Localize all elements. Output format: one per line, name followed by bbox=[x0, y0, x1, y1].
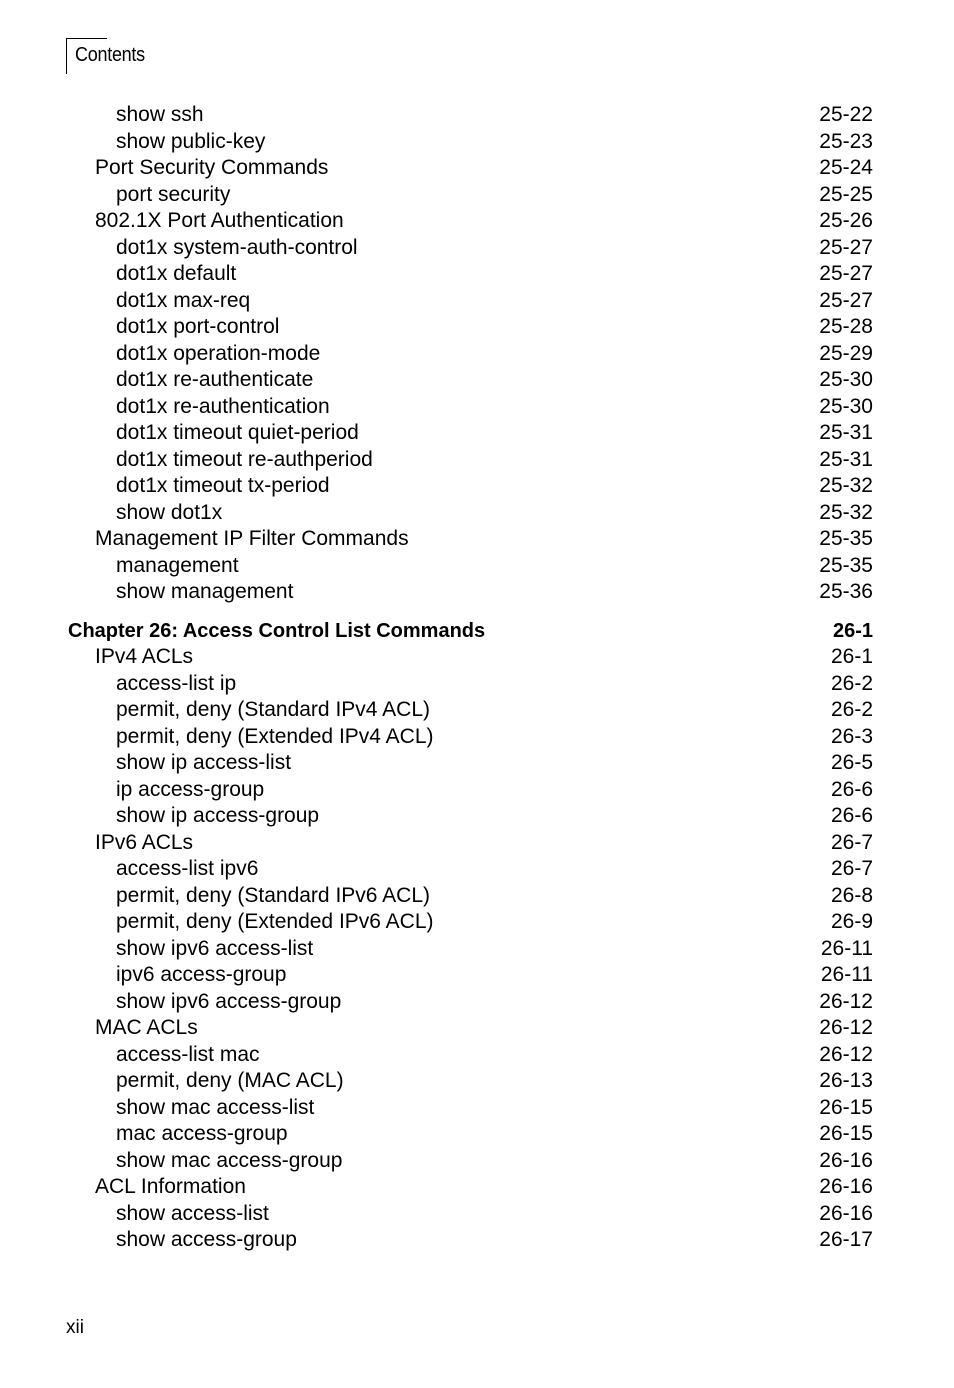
command-entry[interactable] bbox=[0, 182, 954, 208]
command-entry[interactable] bbox=[0, 671, 954, 697]
entry-page-number: 25-35 bbox=[819, 554, 873, 577]
section-entry[interactable] bbox=[0, 1174, 954, 1200]
entry-page-number: 26-3 bbox=[830, 725, 873, 748]
entry-label: dot1x re-authenticate bbox=[116, 368, 314, 391]
entry-label: dot1x timeout re-authperiod bbox=[116, 448, 373, 471]
entry-label: show mac access-group bbox=[116, 1149, 343, 1172]
entry-page-number: 26-7 bbox=[830, 857, 873, 880]
entry-label: show management bbox=[116, 580, 294, 603]
entry-page-number: 26-16 bbox=[819, 1149, 873, 1172]
command-entry[interactable] bbox=[0, 473, 954, 499]
entry-page-number: 26-6 bbox=[830, 778, 873, 801]
section-entry[interactable] bbox=[0, 208, 954, 234]
entry-page-number: 26-16 bbox=[819, 1202, 873, 1225]
command-entry[interactable] bbox=[0, 367, 954, 393]
section-entry[interactable] bbox=[0, 1015, 954, 1041]
entry-label: access-list mac bbox=[116, 1043, 260, 1066]
entry-label: port security bbox=[116, 183, 231, 206]
entry-label: show ipv6 access-list bbox=[116, 937, 314, 960]
entry-label: Management IP Filter Commands bbox=[95, 527, 409, 550]
command-entry[interactable] bbox=[0, 102, 954, 128]
entry-label: access-list ip bbox=[116, 672, 237, 695]
command-entry[interactable] bbox=[0, 420, 954, 446]
entry-label: IPv6 ACLs bbox=[95, 831, 194, 854]
command-entry[interactable] bbox=[0, 553, 954, 579]
command-entry[interactable] bbox=[0, 803, 954, 829]
entry-label: management bbox=[116, 554, 239, 577]
entry-page-number: 25-31 bbox=[819, 421, 873, 444]
command-entry[interactable] bbox=[0, 936, 954, 962]
entry-page-number: 26-11 bbox=[820, 963, 873, 986]
entry-page-number: 26-5 bbox=[830, 751, 873, 774]
entry-label: Port Security Commands bbox=[95, 156, 329, 179]
entry-label: 802.1X Port Authentication bbox=[95, 209, 344, 232]
entry-page-number: 26-12 bbox=[819, 990, 873, 1013]
entry-label: dot1x re-authentication bbox=[116, 395, 330, 418]
entry-page-number: 26-13 bbox=[819, 1069, 873, 1092]
entry-label: show ip access-group bbox=[116, 804, 320, 827]
page-number: xii bbox=[66, 1317, 84, 1338]
entry-page-number: 26-16 bbox=[819, 1175, 873, 1198]
entry-label: MAC ACLs bbox=[95, 1016, 198, 1039]
entry-page-number: 26-15 bbox=[819, 1096, 873, 1119]
entry-page-number: 25-24 bbox=[819, 156, 873, 179]
entry-page-number: 26-12 bbox=[819, 1043, 873, 1066]
section-entry[interactable] bbox=[0, 830, 954, 856]
entry-label: show mac access-list bbox=[116, 1096, 315, 1119]
command-entry[interactable] bbox=[0, 883, 954, 909]
entry-page-number: 26-11 bbox=[820, 937, 873, 960]
command-entry[interactable] bbox=[0, 235, 954, 261]
command-entry[interactable] bbox=[0, 962, 954, 988]
command-entry[interactable] bbox=[0, 697, 954, 723]
entry-page-number: 25-29 bbox=[819, 342, 873, 365]
entry-page-number: 26-8 bbox=[830, 884, 873, 907]
entry-page-number: 26-2 bbox=[830, 672, 873, 695]
entry-page-number: 25-23 bbox=[819, 130, 873, 153]
command-entry[interactable] bbox=[0, 129, 954, 155]
entry-label: permit, deny (Standard IPv4 ACL) bbox=[116, 698, 430, 721]
entry-page-number: 26-17 bbox=[819, 1228, 873, 1251]
command-entry[interactable] bbox=[0, 447, 954, 473]
entry-page-number: 25-26 bbox=[819, 209, 873, 232]
entry-label: show ssh bbox=[116, 103, 204, 126]
command-entry[interactable] bbox=[0, 777, 954, 803]
entry-page-number: 25-30 bbox=[819, 395, 873, 418]
entry-label: IPv4 ACLs bbox=[95, 645, 194, 668]
command-entry[interactable] bbox=[0, 1148, 954, 1174]
running-header-title: Contents bbox=[75, 44, 145, 66]
entry-page-number: 26-9 bbox=[830, 910, 873, 933]
command-entry[interactable] bbox=[0, 724, 954, 750]
command-entry[interactable] bbox=[0, 1201, 954, 1227]
command-entry[interactable] bbox=[0, 288, 954, 314]
command-entry[interactable] bbox=[0, 1227, 954, 1253]
entry-page-number: 25-27 bbox=[819, 262, 873, 285]
entry-page-number: 26-15 bbox=[819, 1122, 873, 1145]
entry-label: dot1x system-auth-control bbox=[116, 236, 358, 259]
entry-page-number: 26-2 bbox=[830, 698, 873, 721]
command-entry[interactable] bbox=[0, 394, 954, 420]
entry-page-number: 26-12 bbox=[819, 1016, 873, 1039]
entry-label: ipv6 access-group bbox=[116, 963, 287, 986]
entry-page-number: 26-6 bbox=[830, 804, 873, 827]
entry-label: Chapter 26: Access Control List Commands bbox=[68, 620, 486, 642]
entry-page-number: 25-27 bbox=[819, 289, 873, 312]
entry-label: dot1x operation-mode bbox=[116, 342, 321, 365]
command-entry[interactable] bbox=[0, 1121, 954, 1147]
entry-label: access-list ipv6 bbox=[116, 857, 259, 880]
entry-label: dot1x timeout tx-period bbox=[116, 474, 330, 497]
entry-page-number: 25-28 bbox=[819, 315, 873, 338]
entry-page-number: 26-1 bbox=[830, 645, 873, 668]
entry-label: permit, deny (Extended IPv4 ACL) bbox=[116, 725, 434, 748]
entry-page-number: 25-25 bbox=[819, 183, 873, 206]
entry-label: permit, deny (MAC ACL) bbox=[116, 1069, 344, 1092]
entry-label: show ip access-list bbox=[116, 751, 292, 774]
entry-page-number: 25-31 bbox=[819, 448, 873, 471]
chapter-entry[interactable] bbox=[0, 618, 954, 644]
entry-page-number: 26-1 bbox=[832, 620, 873, 642]
command-entry[interactable] bbox=[0, 579, 954, 605]
entry-page-number: 26-7 bbox=[830, 831, 873, 854]
command-entry[interactable] bbox=[0, 856, 954, 882]
entry-label: show public-key bbox=[116, 130, 266, 153]
entry-page-number: 25-35 bbox=[819, 527, 873, 550]
command-entry[interactable] bbox=[0, 1068, 954, 1094]
command-entry[interactable] bbox=[0, 1095, 954, 1121]
entry-label: show ipv6 access-group bbox=[116, 990, 342, 1013]
entry-label: permit, deny (Extended IPv6 ACL) bbox=[116, 910, 434, 933]
entry-label: dot1x timeout quiet-period bbox=[116, 421, 359, 444]
command-entry[interactable] bbox=[0, 750, 954, 776]
section-entry[interactable] bbox=[0, 526, 954, 552]
entry-page-number: 25-27 bbox=[819, 236, 873, 259]
entry-page-number: 25-32 bbox=[819, 501, 873, 524]
command-entry[interactable] bbox=[0, 261, 954, 287]
entry-label: show access-list bbox=[116, 1202, 269, 1225]
section-entry[interactable] bbox=[0, 155, 954, 181]
command-entry[interactable] bbox=[0, 314, 954, 340]
entry-label: ACL Information bbox=[95, 1175, 246, 1198]
entry-page-number: 25-22 bbox=[819, 103, 873, 126]
command-entry[interactable] bbox=[0, 1042, 954, 1068]
command-entry[interactable] bbox=[0, 989, 954, 1015]
entry-label: show access-group bbox=[116, 1228, 297, 1251]
command-entry[interactable] bbox=[0, 341, 954, 367]
entry-label: dot1x default bbox=[116, 262, 237, 285]
command-entry[interactable] bbox=[0, 909, 954, 935]
entry-page-number: 25-30 bbox=[819, 368, 873, 391]
section-entry[interactable] bbox=[0, 644, 954, 670]
entry-label: mac access-group bbox=[116, 1122, 288, 1145]
command-entry[interactable] bbox=[0, 500, 954, 526]
entry-label: dot1x max-req bbox=[116, 289, 251, 312]
entry-label: permit, deny (Standard IPv6 ACL) bbox=[116, 884, 430, 907]
entry-page-number: 25-32 bbox=[819, 474, 873, 497]
entry-label: show dot1x bbox=[116, 501, 223, 524]
entry-label: ip access-group bbox=[116, 778, 265, 801]
entry-label: dot1x port-control bbox=[116, 315, 280, 338]
entry-page-number: 25-36 bbox=[819, 580, 873, 603]
